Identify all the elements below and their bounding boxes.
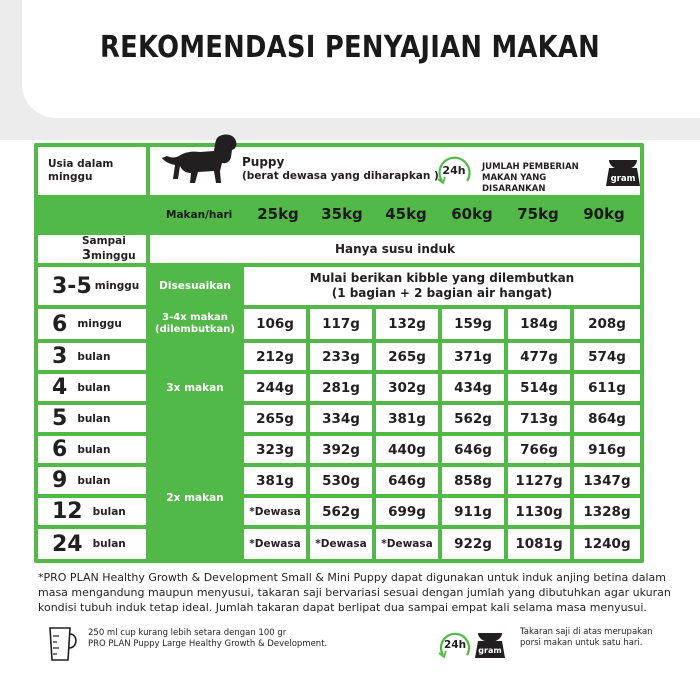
value-cell: [508, 374, 570, 401]
age-cell: [38, 235, 146, 263]
value-cell: [508, 467, 570, 494]
gram-value: 265g: [256, 410, 294, 427]
gram-value: 646g: [388, 472, 426, 489]
svg-text:gram: gram: [478, 646, 502, 655]
note-line: Mulai berikan kibble yang dilembutkan: [309, 271, 575, 285]
weight-header: 35kg: [321, 205, 363, 223]
gram-value: 766g: [520, 441, 558, 458]
value-cell: [244, 309, 306, 339]
gram-value: 381g: [388, 410, 426, 427]
value-cell: [244, 374, 306, 401]
age-unit: bulan: [92, 538, 126, 550]
gram-value: 646g: [454, 441, 492, 458]
svg-text:gram: gram: [610, 174, 636, 184]
serving-note-line: Takaran saji di atas merupakan: [520, 627, 653, 637]
value-cell: [508, 309, 570, 339]
age-unit: bulan: [77, 474, 111, 487]
age-number: 3-5: [52, 273, 92, 299]
value-cell: [310, 343, 372, 370]
meals-text: 3-4x makan: [162, 312, 228, 323]
age-unit: bulan: [77, 381, 111, 394]
value-cell: [310, 467, 372, 494]
meals-text: (dilembutkan): [155, 324, 235, 335]
age-cell: [38, 436, 146, 463]
gram-value: 477g: [520, 348, 558, 365]
age-unit: minggu: [77, 318, 122, 330]
gram-value: 184g: [520, 316, 558, 332]
scale-gram-icon: [603, 150, 643, 188]
value-cell: [310, 436, 372, 463]
meals-cell-3x: [150, 343, 240, 432]
value-cell: [442, 436, 504, 463]
age-unit: minggu: [91, 249, 136, 262]
gram-value: 371g: [454, 348, 492, 365]
value-cell: [376, 405, 438, 432]
gram-value: 434g: [454, 379, 492, 396]
gram-value: 1240g: [583, 536, 631, 552]
gram-value: 911g: [454, 503, 492, 520]
value-cell: [442, 467, 504, 494]
value-cell: [574, 467, 640, 494]
value-cell: [244, 498, 306, 525]
milk-only-note: [150, 235, 640, 263]
value-cell: [508, 498, 570, 525]
value-cell: [442, 405, 504, 432]
gram-value: 1127g: [515, 472, 563, 489]
serving-note: [520, 627, 653, 649]
value-cell: [376, 309, 438, 339]
gram-value: 922g: [454, 536, 492, 552]
clock-24h-icon: [434, 153, 474, 187]
value-cell: [310, 405, 372, 432]
value-cell: [442, 498, 504, 525]
gram-value: 233g: [322, 348, 360, 365]
dog-silhouette-icon: [158, 131, 240, 187]
value-cell: [574, 343, 640, 370]
age-unit: bulan: [77, 350, 111, 363]
value-cell: [508, 405, 570, 432]
age-cell: [38, 467, 146, 494]
age-column-header: [38, 147, 146, 195]
age-unit: bulan: [77, 412, 111, 425]
value-cell: [244, 343, 306, 370]
gram-value: 1130g: [515, 503, 563, 520]
meals-cell-2x: [150, 436, 240, 559]
gram-value: 117g: [322, 316, 360, 332]
value-cell: [244, 467, 306, 494]
gram-value: 611g: [588, 379, 626, 396]
meals-cell: [150, 267, 240, 305]
age-number: 6: [52, 437, 68, 462]
kibble-note: [244, 267, 640, 305]
svg-text:24h: 24h: [442, 164, 466, 177]
value-cell: [574, 374, 640, 401]
gram-value: 858g: [454, 472, 492, 489]
age-number: 3: [82, 247, 92, 263]
measuring-cup-icon: [44, 624, 80, 664]
value-cell: [574, 529, 640, 559]
age-number: 24: [52, 531, 83, 557]
makan-hari-label: Makan/hari: [166, 209, 233, 221]
gram-value: 132g: [388, 316, 426, 332]
adult-marker: *Dewasa: [315, 538, 367, 550]
age-number: 12: [52, 499, 83, 524]
gram-value: 302g: [388, 379, 426, 396]
gram-value: 530g: [322, 472, 360, 489]
gram-value: 1328g: [583, 503, 631, 520]
value-cell: [310, 498, 372, 525]
value-cell: [508, 529, 570, 559]
value-cell: [442, 343, 504, 370]
age-number: 9: [52, 468, 68, 493]
note-text: Hanya susu induk: [334, 241, 456, 256]
serving-note-line: porsi makan untuk satu hari.: [520, 638, 643, 648]
age-cell: [38, 498, 146, 525]
age-cell: [38, 309, 146, 339]
value-cell: [310, 309, 372, 339]
age-unit: bulan: [77, 443, 111, 456]
meals-recommended-label: JUMLAH PEMBERIAN MAKAN YANG DISARANKAN: [482, 162, 579, 194]
value-cell: [376, 374, 438, 401]
age-number: 5: [52, 406, 68, 431]
gram-value: 323g: [256, 441, 294, 458]
gram-value: 1081g: [515, 536, 563, 552]
gram-value: 159g: [454, 316, 492, 332]
value-cell: [244, 436, 306, 463]
footnote: *PRO PLAN Healthy Growth & Development Small & Mini Puppy dapat digunakan untuk induk anjing betina dalam masa mengandung maupun menyusui, takaran saji bervariasi sesuai dengan jumlah yang dibutuhkan agar ukuran kondisi tubuh induk tetap ideal. Jumlah takaran dapat berlipat dua sampai empat kali selama masa menyusui.: [38, 571, 671, 614]
gram-value: 244g: [256, 379, 294, 396]
adult-marker: *Dewasa: [249, 505, 301, 518]
value-cell: [574, 309, 640, 339]
gram-value: 334g: [322, 410, 360, 427]
value-cell: [310, 374, 372, 401]
age-number: 4: [52, 375, 68, 400]
value-cell: [376, 467, 438, 494]
gram-value: 392g: [322, 441, 360, 458]
meals-text: Disesuaikan: [159, 280, 231, 292]
cup-note-line: PRO PLAN Puppy Large Healthy Growth & Development.: [88, 639, 328, 649]
age-unit: bulan: [92, 505, 126, 518]
gram-value: 916g: [588, 441, 626, 458]
gram-value: 381g: [256, 472, 294, 489]
value-cell: [376, 343, 438, 370]
gram-value: 212g: [256, 348, 294, 365]
meals-cell: [150, 309, 240, 339]
gram-value: 574g: [588, 348, 626, 365]
cup-note-line: 250 ml cup kurang lebih setara dengan 100 gr: [88, 628, 287, 638]
gram-value: 864g: [588, 410, 626, 427]
age-number: 6: [52, 311, 68, 337]
age-number: 3: [52, 344, 68, 369]
page-title: REKOMENDASI PENYAJIAN MAKAN: [100, 30, 600, 65]
gram-value: 562g: [322, 503, 360, 520]
gram-value: 106g: [256, 316, 294, 332]
age-prefix: Sampai: [82, 234, 126, 247]
value-cell: [574, 498, 640, 525]
age-cell: [38, 374, 146, 401]
gram-value: 713g: [520, 410, 558, 427]
age-column-label: Usia dalam minggu: [48, 158, 114, 183]
value-cell: [376, 436, 438, 463]
clock-24h-icon: [436, 628, 474, 660]
weight-header: 60kg: [451, 205, 493, 223]
value-cell: [310, 529, 372, 559]
svg-text:24h: 24h: [443, 639, 467, 651]
adult-marker: *Dewasa: [249, 538, 301, 550]
age-cell: [38, 405, 146, 432]
gram-value: 562g: [454, 410, 492, 427]
value-cell: [442, 529, 504, 559]
gram-value: 440g: [388, 441, 426, 458]
value-cell: [574, 436, 640, 463]
gram-value: 1347g: [583, 472, 631, 489]
puppy-name: Puppy: [242, 155, 285, 169]
meals-text: 3x makan: [166, 381, 224, 394]
value-cell: [376, 529, 438, 559]
weight-header: 25kg: [257, 205, 299, 223]
age-unit: minggu: [94, 280, 140, 292]
note-line: (1 bagian + 2 bagian air hangat): [331, 286, 553, 300]
value-cell: [244, 405, 306, 432]
value-cell: [442, 309, 504, 339]
value-cell: [508, 343, 570, 370]
weight-header: 75kg: [517, 205, 559, 223]
scale-gram-icon: [473, 624, 507, 660]
value-cell: [244, 529, 306, 559]
meals-text: 2x makan: [166, 491, 224, 504]
age-cell: [38, 529, 146, 559]
gram-value: 699g: [388, 503, 426, 520]
value-cell: [442, 374, 504, 401]
value-cell: [574, 405, 640, 432]
gram-value: 281g: [322, 379, 360, 396]
cup-note: [88, 628, 327, 650]
adult-marker: *Dewasa: [381, 538, 433, 550]
gram-value: 208g: [588, 316, 626, 332]
weight-header: 45kg: [385, 205, 427, 223]
weight-header: 90kg: [583, 205, 625, 223]
value-cell: [508, 436, 570, 463]
gram-value: 514g: [520, 379, 558, 396]
puppy-subtitle: (berat dewasa yang diharapkan ): [242, 170, 439, 182]
age-cell: [38, 343, 146, 370]
gram-value: 265g: [388, 348, 426, 365]
value-cell: [376, 498, 438, 525]
age-cell: [38, 267, 146, 305]
